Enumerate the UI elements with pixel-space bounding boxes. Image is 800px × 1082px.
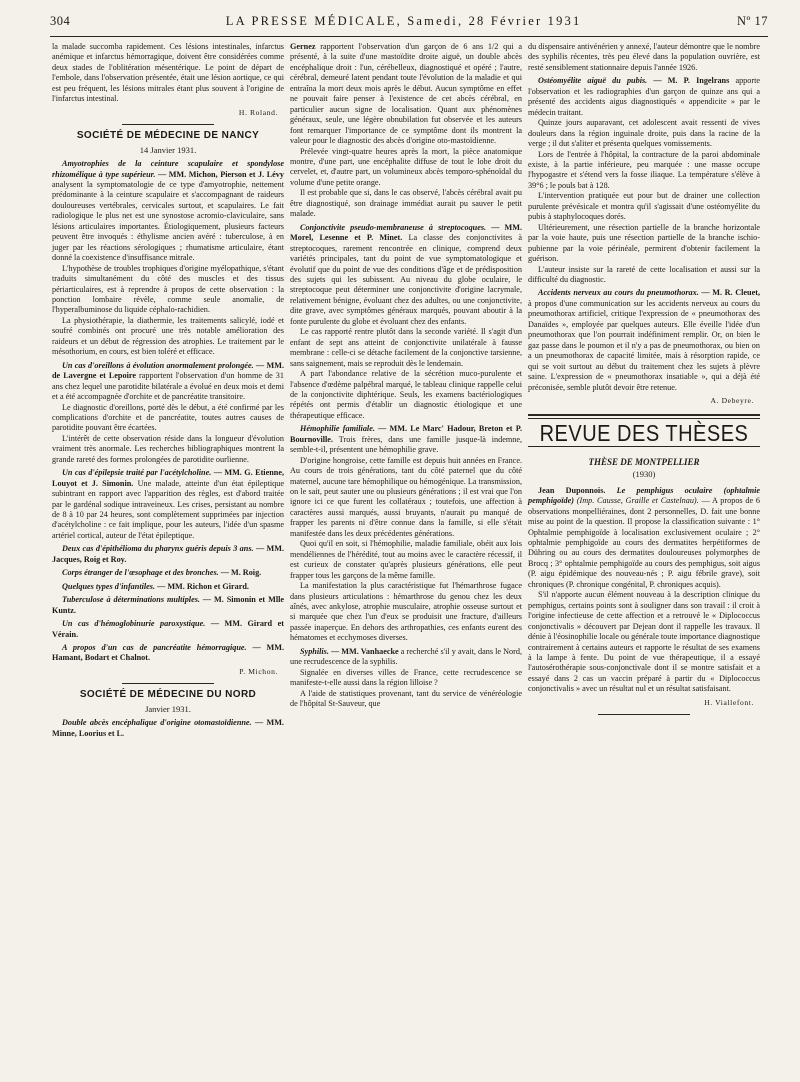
paragraph: la malade succomba rapidement. Ces lésions intestinales, infarctus anémique et infarctus hémorragique, doivent être considérées comme deux stades de l'oblitération mésentérique. Le point de départ de l'embole, dans l'observation présentée, était une lésion aortique, ce qui est peu fréquent, les lésions mitrales étant plus souvent à l'origine de l'infarctus intestinal. xyxy=(52,42,284,104)
article-authors: — M. P. Ingelrans xyxy=(653,76,730,86)
paragraph: La physiothérapie, la diathermie, les traitements salicylé, iodé et soufré combinés ont procuré une très notable amélioration des raideurs et un début de régression des atrophies. Le traitement par le mésothorium, en cours, est bien toléré et efficace. xyxy=(52,315,284,357)
paragraph: Quinze jours auparavant, cet adolescent avait ressenti de vives douleurs dans la région inguinale droite, puis dans la racine de la verge ; il dut s'aliter et présenta quelques vomissements. xyxy=(528,118,760,149)
article xyxy=(52,582,284,592)
issue-number: Nº 17 xyxy=(736,14,768,28)
paragraph: Ultérieurement, une résection partielle de la branche horizontale par la voie haute, puis une résection partielle de la branche ischio-pubienne par la voie périnéale, permirent d'obtenir facilement la guérison. xyxy=(528,222,760,264)
signature: H. Roland. xyxy=(238,107,278,117)
paragraph: A part l'abondance relative de la sécrétion muco-purulente et l'absence d'œdème palpébral marqué, le tableau clinique rappelle celui de la conjonctivite diphtérique. Seuls, les examens bactériologiques répétés ont permis d'établir un diagnostic étiologique et une thérapeutique efficace. xyxy=(290,369,522,420)
article xyxy=(528,76,760,118)
article-title: Corps étranger de l'œsophage et des bronches. xyxy=(62,568,219,578)
divider xyxy=(122,124,214,125)
column-2 xyxy=(290,42,522,710)
article-body: Une malade, atteinte d'un état épileptique subintrant en rapport avec l'apparition des règles, est d'abord traitée par le gardénal sodique intraveineux. Les crises, persistant au nombre de 8 à 10 par 24 heures, sont complètement supprimées par injection d'acétylcholine : ce fait implique, pour les auteurs, l'idée d'un spasme artériel cortical, auteur de l'état épileptique. xyxy=(52,478,285,540)
paragraph: Quoi qu'il en soit, si l'hémophilie, maladie familiale, obéit aux lois mendéliennes de l'hérédité, tout au moins avec le caractère récessif, il est curieux de constater qu'après plusieurs générations, elle peut frapper tous les garçons de la même famille. xyxy=(290,539,522,580)
article-authors: Jean Duponnois. xyxy=(538,485,606,495)
article-title: Un cas d'épilepsie traité par l'acétylcholine. xyxy=(62,468,212,478)
article-authors: — MM. Michon, Pierson et J. Lévy xyxy=(157,169,284,179)
article xyxy=(52,718,284,739)
article xyxy=(52,544,284,565)
paragraph: S'il n'apporte aucun élément nouveau à la description clinique du pemphigus, certains points sont à souligner dans son travail : il croit à l'origine infectieuse de cette affection et a retrouvé le « Diplococcus conjonctivalis » découvert par Dejean dont il rappelle les travaux. Il dénie à l'éosinophilie locale ou générale toute importance diagnostique contrairement à certains auteurs et rapporte le résultat de ses examens à la lampe à fente. Du point de vue thérapeutique, il a essayé l'autosérothérapie sous-conjonctivale dont il se montre satisfait et a essayé dans 2 cas un vaccin préparé à partir du « Diplococcus conjonctivalis » avec un résultat nul et un résultat satisfaisant. xyxy=(528,590,761,694)
article-title: Hémophilie familiale. xyxy=(300,424,375,434)
article-authors: — M. Simonin et Mlle Kuntz. xyxy=(52,595,285,615)
paragraph: Signalée en diverses villes de France, cette recrudescence se manifeste-t-elle aussi dans la région lilloise ? xyxy=(290,667,522,688)
article-authors: — MM. Hamant, Bodart et Chalnot. xyxy=(52,643,284,663)
publisher: (Imp. Causse, Graille et Castelnau). xyxy=(576,496,699,506)
article-title: Double abcès encéphalique d'origine otomastoïdienne. xyxy=(62,718,252,728)
article-authors: — MM. Vanhaecke xyxy=(331,646,399,656)
article-body: La classe des conjonctivites à streptocoques, rarement rencontrée en clinique, comprend deux variétés principales, tant du point de vue symptomatologique et évolutif que du point de vue des conditions d'âge et de prédisposition des sujets qui les subissent. Au niveau du globe oculaire, le streptocoque peut déterminer une conjonctivite d'origine lacrymale, relativement bénigne, évoluant chez des adultes, ou une conjonctivite, dite grave, avec symptômes généraux marqués, pouvant aboutir à la fonte purulente du globe et évoluant chez des enfants. xyxy=(290,233,523,326)
article xyxy=(290,647,522,668)
session-date: Janvier 1931. xyxy=(145,703,191,714)
article xyxy=(52,595,284,616)
session-date: 14 Janvier 1931. xyxy=(139,144,197,155)
article-title: Deux cas d'épithélioma du pharynx guéris depuis 3 ans. xyxy=(62,544,254,554)
article-title: Syphilis. xyxy=(300,646,329,656)
article-title: Le pemphigus oculaire (ophtalmie pemphigoïde) xyxy=(528,485,760,506)
paragraph xyxy=(290,42,522,147)
paragraph: D'origine hongroise, cette famille est depuis huit années en France. Au cours de trois générations, tant du côté paternel que du côté maternel, aucune tare hémophilique ou hémogénique. La transmission, on le sait, peut sauter une ou plusieurs générations ; il est vrai que l'on ignore ici ce que furent les collatéraux ; toutefois, une affection à caractères aussi marqués, aussi bruyants, n'aurait pu manqué de frapper les parents ni d'être connue dans la famille, si elle s'était manifestée dans les deux précédentes générations. xyxy=(290,455,522,538)
article xyxy=(528,288,760,393)
journal-title: LA PRESSE MÉDICALE, Samedi, 28 Février 1931 xyxy=(225,14,582,28)
article xyxy=(52,619,284,640)
article-authors: — MM. G. Etienne, Louyot et J. Simonin. xyxy=(52,468,284,488)
thesis-year: (1930) xyxy=(632,469,656,480)
article-body: rapportent l'observation d'un garçon de 6 ans 1/2 qui a présenté, à la suite d'une mastoïdite droite aiguë, un double abcès encéphalique droit : l'un, cérébelleux, diagnostiqué et opéré ; l'autre, cérébral, demeuré latent pendant toute l'évolution de la maladie et qui entraîna la mort deux mois après le début. Aucun symptôme en effet ne pouvait faire penser à l'existence de cet abcès cérébral, en particulier aucun signe de localisation. Quant aux phénomènes généraux, seule, une légère obnubilation fut observée et les auteurs font remarquer l'importance de ce symptôme dont ils montrent la valeur pour le diagnostic des abcès d'origine oto-mastoïdienne. xyxy=(290,42,523,146)
article xyxy=(290,223,522,328)
paragraph: L'intérêt de cette observation réside dans la longueur d'évolution vraiment très anormale. Les recherches bibliographiques montrent la grande rareté des formes prolongées de parotidite ourlienne. xyxy=(52,433,284,464)
article-authors: Gernez xyxy=(290,42,316,51)
signature: H. Viallefont. xyxy=(704,697,754,707)
article xyxy=(52,643,284,664)
article-title: Un cas d'oreillons à évolution anormalement prolongée. xyxy=(62,360,254,370)
paragraph: Il est probable que si, dans le cas observé, l'abcès cérébral avait pu être diagnostiqué, son drainage immédiat aurait pu sauver le petit malade. xyxy=(290,188,522,219)
paragraph: Prélevée vingt-quatre heures après la mort, la pièce anatomique montre, d'une part, une encéphalite diffuse de tout le lobe droit du cervelet, et, d'autre part, un volumineux abcès temporo-sphénoïdal du volume d'une petite orange. xyxy=(290,146,522,187)
article-authors: — MM. Minne, Loorius et L. xyxy=(52,718,284,738)
article-authors: — MM. Girard et Vérain. xyxy=(52,619,285,639)
article xyxy=(52,361,284,403)
paragraph: Lors de l'entrée à l'hôpital, la contracture de la paroi abdominale existe, à la partie inférieure, peu marquée : une masse occupe l'hypogastre et s'étend vers la fosse iliaque. La température s'élève à 39°6 ; le pouls bat à 128. xyxy=(528,149,760,190)
article-title: Quelques types d'infantiles. xyxy=(62,581,156,591)
article-authors: — M. R. Cleuet, xyxy=(701,288,760,298)
paragraph: L'intervention pratiquée eut pour but de drainer une collection purulente prévésicale et montra qu'il s'agissait d'une ostéomyélite du pubis à staphylocoques dorés. xyxy=(528,191,760,222)
article-title: A propos d'un cas de pancréatite hémorragique. xyxy=(62,643,247,653)
article-title: Tuberculose à déterminations multiples. xyxy=(62,595,200,605)
article-body: — A propos de 6 observations monpelliéraines, dont 2 personnelles, D. fait une bonne mise au point de la question. Il propose la classification suivante : 1° Ophtalmie pemphigoïde à localisation exclusivement oculaire ; 2° ophtalmie pemphigoïde au cours des dermatites herpétiformes de Dühring ou au cours des dermatites douloureuses polymorphes de Brocq ; 3° ophtalmie pemphigoïde au cours des pemphigus, soit aigus (P. aigu épidémique des nouveau-nés ; P. aigu fébrile grave), soit chroniques (P. chronique congénital, P. chroniques acquis). xyxy=(528,496,761,589)
article xyxy=(52,468,284,541)
article xyxy=(528,486,760,591)
article-body: Trois frères, dans une famille jusque-là indemne, semble-t-il, présentent une hémophilie grave. xyxy=(290,434,522,455)
section-heading: REVUE DES THÈSES xyxy=(539,421,749,448)
paragraph: Le cas rapporté rentre plutôt dans la seconde variété. Il s'agit d'un enfant de sept ans atteint de conjonctivite unilatérale à fausse membrane : celle-ci se détache facilement de la conjonctive tarsienne, sans saignement, mais se reproduit dès le lendemain. xyxy=(290,327,522,368)
article-authors: — MM. Morel, Lesenne et P. Minet. xyxy=(290,222,522,243)
article-authors: — MM. Le Marc' Hadour, Breton et P. Bournoville. xyxy=(290,424,523,444)
paragraph: L'hypothèse de troubles trophiques d'origine myélopathique, s'étant traduits simultanément du côté des muscles et des tissus périarticulaires, est à reprendre à propos de cette observation : la ponction lombaire révèle, comme seule anomalie, de l'hyperalbuminose du liquide céphalo-rachidien. xyxy=(52,263,284,315)
article-authors: — MM. Richon et Girard. xyxy=(157,581,249,591)
article-body: rapportent l'observation d'un homme de 31 ans chez lequel une parotidite bilatérale a évolué en deux mois et demi et a été accompagnée d'orchite et de pancréatite transitoire. xyxy=(52,371,284,402)
divider xyxy=(122,683,214,684)
article-title: Accidents nerveux au cours du pneumothorax. xyxy=(538,288,699,298)
article-authors: — M. Roig. xyxy=(220,568,262,578)
signature: A. Debeyre. xyxy=(710,395,754,405)
thesis-heading: THÈSE DE MONTPELLIER xyxy=(588,456,700,467)
society-heading: SOCIÉTÉ DE MÉDECINE DU NORD xyxy=(79,689,257,701)
paragraph: La manifestation la plus caractéristique fut l'hémarthrose fugace dans plusieurs articulations : hémarthrose du genou chez les deux aînés, avec ankylose, atrophie musculaire, atrophie osseuse surtout et si marquée que chez l'un d'eux se produisit une fracture, d'ailleurs passée inaperçue. En dehors des arthropathies, ces enfants eurent des hématomes et ecchymoses diverses. xyxy=(290,581,522,643)
article-authors: — MM. de Lavergne et Lepoire xyxy=(52,360,285,381)
article-authors: — MM. Jacques, Roig et Roy. xyxy=(52,544,284,564)
page-number: 304 xyxy=(50,14,71,28)
article-body: a recherché s'il y avait, dans le Nord, une recrudescence de la syphilis. xyxy=(290,646,523,667)
divider xyxy=(598,714,690,715)
column-3 xyxy=(528,42,760,721)
article-body: à propos d'une communication sur les accidents nerveux au cours du pneumothorax artificiel, critique l'expression de « pneumothorax des Danaïdes », employée par quelques auteurs. Elle éveille l'idée d'un pneumothorax que l'on pourrait indéfiniment remplir. Or, on bien le gaz passe dans le poumon et il n'y a pas de pneumothorax, ou bien on a un pneumothorax de capacité limitée, mais à résorption rapide, ce qui se voit surtout au début du traitement chez les sujets à plèvre saine. L'expression de « pneumothorax insatiable », qui a déjà été préconisée, semble plutôt devoir être retenue. xyxy=(528,298,760,392)
article-body: analysent la symptomatologie de ce type d'amyotrophie, nettement prédominante à la ceinture scapulaire et s'accompagnant de raideurs douloureuses vertébrales, cervicales surtout, et scapulaires. Le fait radiologique le plus net est une synostose acromio-claviculaire, sans lésions articulaires importantes. Étiologiquement, plusieurs facteurs peuvent être invoqués : éthylisme ancien avéré : tuberculose, à en juger par les réactions sérologiques ; rhumatisme articulaire, étant donné la coexistence d'insuffisance mitrale. xyxy=(52,179,284,263)
paragraph: A l'aide de statistiques provenant, tant du service de vénéréologie de l'hôpital St-Sauveur, que xyxy=(290,688,522,709)
running-header xyxy=(50,14,768,37)
society-heading: SOCIÉTÉ DE MÉDECINE DE NANCY xyxy=(76,130,260,142)
paragraph: Le diagnostic d'oreillons, porté dès le début, a été confirmé par les complications d'orchite et de pancréatite, toutes autres causes de parotidite pouvant être écartées. xyxy=(52,402,284,433)
section-divider xyxy=(528,414,760,419)
article xyxy=(52,159,284,264)
article xyxy=(52,568,284,578)
paragraph: L'auteur insiste sur la rareté de cette localisation et aussi sur la difficulté du diagnostic. xyxy=(528,264,760,284)
article-title: Un cas d'hémoglobinurie paroxystique. xyxy=(62,619,206,629)
article-title: Amyotrophies de la ceinture scapulaire et spondylose rhizomélique à type supérieur. xyxy=(52,159,284,179)
article-body: apporte l'observation et les radiographies d'un garçon de quinze ans qui a présenté des accidents aigus diagnostiqués « appendicite » par le médecin traitant. xyxy=(528,76,761,117)
column-1 xyxy=(52,42,284,739)
signature: P. Michon. xyxy=(239,666,278,676)
paragraph: du dispensaire antivénérien y annexé, l'auteur démontre que le nombre des syphilis récentes, très peu élevé dans la population ouvrière, est resté sensiblement stationnaire depuis l'année 1926. xyxy=(528,42,760,72)
article-title: Ostéomyélite aiguë du pubis. xyxy=(538,76,648,86)
article xyxy=(290,424,522,455)
article-title: Conjonctivite pseudo-membraneuse à streptocoques. xyxy=(300,222,487,232)
